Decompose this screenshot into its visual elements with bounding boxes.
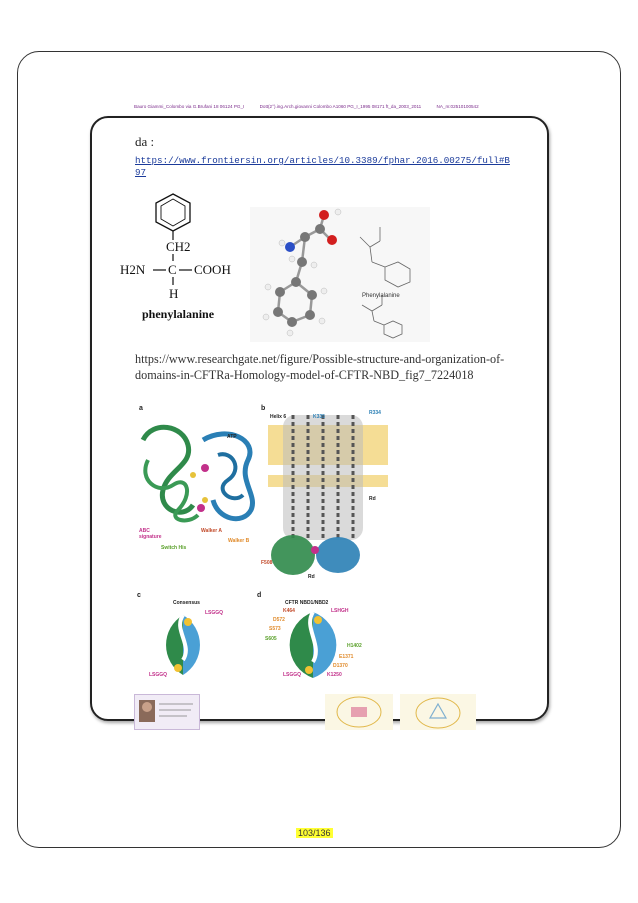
ch2-label: CH2 (166, 239, 191, 254)
r334-label: R334 (369, 410, 381, 416)
header-doc: Dott(2°).ing.Arch.giovanni Colombo A1060 PG_I_1995 08171 ft_da_2003_2011 (259, 104, 422, 109)
rd-label-top: Rd (369, 496, 376, 502)
header-line (134, 104, 534, 109)
stamp-thumbnail-1 (325, 694, 393, 730)
nitrogen-atom (285, 242, 295, 252)
oxygen-atom (319, 210, 329, 220)
switch-his-label: Switch His (161, 545, 187, 551)
e1371-label: E1371 (339, 654, 354, 660)
stamp-art-1 (325, 694, 393, 730)
id-card-thumbnail (134, 694, 200, 730)
d572-label: D572 (273, 617, 285, 623)
phenylalanine-3d-model (250, 207, 430, 342)
header-id: NA_m:02510100542 (436, 104, 479, 109)
header-author: Bauro Giammi_Colombo via G.Brufani 18 06124 PG_I (134, 104, 245, 109)
h-label: H (169, 286, 179, 301)
panel-b-membrane (268, 415, 388, 575)
c-label: C (168, 262, 177, 277)
id-card-art (135, 695, 199, 729)
panel-c-label: c (137, 592, 141, 599)
consensus-label: Consensus (173, 600, 200, 606)
s605-label: S605 (265, 636, 277, 642)
s573-label: S573 (269, 626, 281, 632)
walker-b-label: Walker B (228, 538, 250, 544)
atp-label: ATP (227, 434, 237, 440)
h1402-label: H1402 (347, 643, 362, 649)
k464-label: K464 (283, 608, 295, 614)
phenylalanine-name: phenylalanine (142, 307, 215, 321)
stamp-art-2 (400, 694, 476, 730)
cooh-label: COOH (194, 262, 231, 277)
oxygen-atom (327, 235, 337, 245)
phenylalanine-structural-formula (118, 190, 248, 325)
h2n-label: H2N (120, 262, 146, 277)
lsggq-bottom-label: LSGGQ (149, 672, 168, 678)
rd-label-bottom: Rd (308, 574, 315, 580)
lshgh-label: LSHGH (331, 608, 349, 614)
abc-signature-label: ABC signature (139, 528, 162, 540)
panel-c-diagram (166, 615, 200, 675)
lsggq-top-label: LSGGQ (205, 610, 224, 616)
panel-d-diagram (290, 612, 337, 678)
frontiers-link[interactable]: https://www.frontiersin.org/articles/10.3389/fphar.2016.00275/full#B97 (135, 155, 510, 178)
stamp-thumbnail-2 (400, 694, 476, 730)
panel-a-label: a (139, 405, 143, 412)
model-caption: Phenylalanine (362, 293, 400, 299)
researchgate-url[interactable]: https://www.researchgate.net/figure/Possible-structure-and-organization-of-domains-in-CFTRa-Homology-model-of-CFTR-NBD_fig7_7224018 (135, 352, 505, 382)
f508-label: F508 (261, 560, 273, 566)
helix6-label: Helix 6 (270, 414, 287, 420)
page-number: 103/136 (298, 828, 331, 838)
panel-a-ribbons (143, 427, 253, 520)
da-label: da : (135, 134, 155, 149)
d1370-label: D1370 (333, 663, 348, 669)
lsggq-d-label: LSGGQ (283, 672, 302, 678)
benzene-inner-ring (161, 199, 185, 226)
k1250-label: K1250 (327, 672, 342, 678)
cftr-nbd-label: CFTR NBD1/NBD2 (285, 600, 329, 606)
panel-d-label: d (257, 592, 262, 599)
cftr-figure (133, 400, 393, 690)
walker-a-label: Walker A (201, 528, 223, 534)
k335-label: K335 (313, 414, 325, 420)
panel-b-label: b (261, 405, 266, 412)
